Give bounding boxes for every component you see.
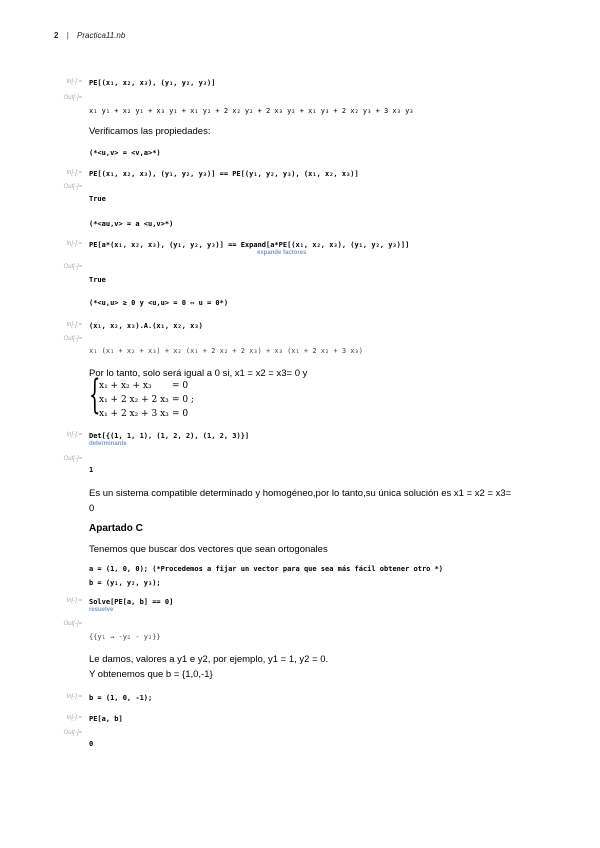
equation-row [99,395,195,405]
input-code-text[interactable]: Det[{(1, 1, 1), (1, 2, 2), (1, 2, 3)}] [89,432,250,440]
input-code[interactable] [89,432,560,447]
in-label: In[-]:= [66,694,82,700]
page-header [54,31,125,40]
input-code[interactable]: PE[(x₁, x₂, x₃), (y₁, y₂, y₃)] [89,79,216,87]
text-paragraph: Por lo tanto, solo será igual a 0 si, x1 = x2 = x3= 0 y [89,368,308,379]
input-code[interactable]: (x₁, x₂, x₃).A.(x₁, x₂, x₃) [89,322,203,330]
subsection-title: Apartado C [89,523,143,534]
page-number: 2 [54,31,59,40]
out-label: Out[-]= [63,336,82,342]
in-label: In[-]:= [66,598,82,604]
code-line[interactable] [89,565,560,573]
input-code[interactable]: PE[(x₁, x₂, x₃), (y₁, y₂, y₃)] == PE[(y₁, y₂, y₃), (x₁, x₂, x₃)] [89,170,359,178]
in-label: In[-]:= [66,170,82,176]
out-label: Out[-]= [63,95,82,101]
input-code[interactable]: b = (1, 0, -1); [89,694,153,702]
output-expression: x₁ (x₁ + x₂ + x₃) + x₂ (x₁ + 2 x₂ + 2 x₃) + x₃ (x₁ + 2 x₂ + 3 x₃) [89,347,363,355]
equation-lhs: x₁ + x₂ + x₃ [99,381,152,391]
code-comment[interactable]: (*<u,u> ≥ 0 y <u,u> = 0 ⇔ u = 0*) [89,299,229,307]
out-label: Out[-]= [63,456,82,462]
out-label: Out[-]= [63,184,82,190]
code-assignment[interactable]: a = (1, 0, 0); [89,565,149,573]
notebook-filename: Practica11.nb [77,31,126,40]
output-expression: {{y₁ → -y₁ - y₂}} [89,633,161,641]
autocomplete-hint: determinante [89,441,127,447]
in-label: In[-]:= [66,432,82,438]
autocomplete-hint: resuelve [89,607,114,613]
input-code[interactable]: PE[a, b] [89,715,123,723]
code-line[interactable]: b = (y₁, y₂, y₃); [89,579,161,587]
code-comment[interactable]: (*<au,v> = a <u,v>*) [89,220,174,228]
equation-rhs: = 0 [172,409,189,419]
in-label: In[-]:= [66,241,82,247]
equation-row [99,381,189,391]
in-label: In[-]:= [66,715,82,721]
text-paragraph: Verificamos las propiedades: [89,126,211,137]
text-line: Y obtenemos que b = {1,0,-1} [89,669,213,680]
output-value: 0 [89,740,94,748]
text-line: Le damos, valores a y1 e y2, por ejemplo, y1 = 1, y2 = 0. [89,654,329,665]
equation-lhs: x₁ + 2 x₂ + 2 x₃ [99,395,169,405]
equation-row [99,409,189,419]
left-brace: { [89,372,101,418]
equation-lhs: x₁ + 2 x₂ + 3 x₃ [99,409,169,419]
in-label: In[-]:= [66,79,82,85]
output-value: True [89,276,106,284]
input-code[interactable] [89,598,560,613]
out-label: Out[-]= [63,730,82,736]
equation-rhs: = 0 [172,381,189,391]
text-paragraph [89,652,560,682]
output-expression: x₁ y₁ + x₂ y₁ + x₃ y₁ + x₁ y₂ + 2 x₂ y₂ + 2 x₃ y₂ + x₁ y₃ + 2 x₂ y₃ + 3 x₃ y₃ [89,107,414,115]
text-line: 0 [89,503,95,514]
code-comment[interactable]: (*<u,v> = <v,a>*) [89,149,161,157]
code-comment[interactable]: (*Procedemos a fijar un vector para que sea más fácil obtener otro *) [152,565,444,573]
text-paragraph: Tenemos que buscar dos vectores que sean ortogonales [89,544,328,555]
output-value: 1 [89,466,94,474]
input-code-text[interactable]: PE[a*(x₁, x₂, x₃), (y₁, y₂, y₃)] == Expand[a*PE[(x₁, x₂, x₃), (y₁, y₂, y₃)]] [89,241,410,249]
input-code[interactable] [89,241,560,256]
in-label: In[-]:= [66,322,82,328]
output-value: True [89,195,106,203]
out-label: Out[-]= [63,264,82,270]
autocomplete-hint: expande factores [257,250,307,256]
out-label: Out[-]= [63,621,82,627]
header-separator: | [66,31,69,40]
equation-rhs: = 0 ; [172,395,195,405]
input-code-text[interactable]: Solve[PE[a, b] == 0] [89,598,174,606]
text-paragraph [89,486,560,516]
text-line: Es un sistema compatible determinado y homogéneo,por lo tanto,su única solución es x1 = x2 = x3= [89,488,512,499]
